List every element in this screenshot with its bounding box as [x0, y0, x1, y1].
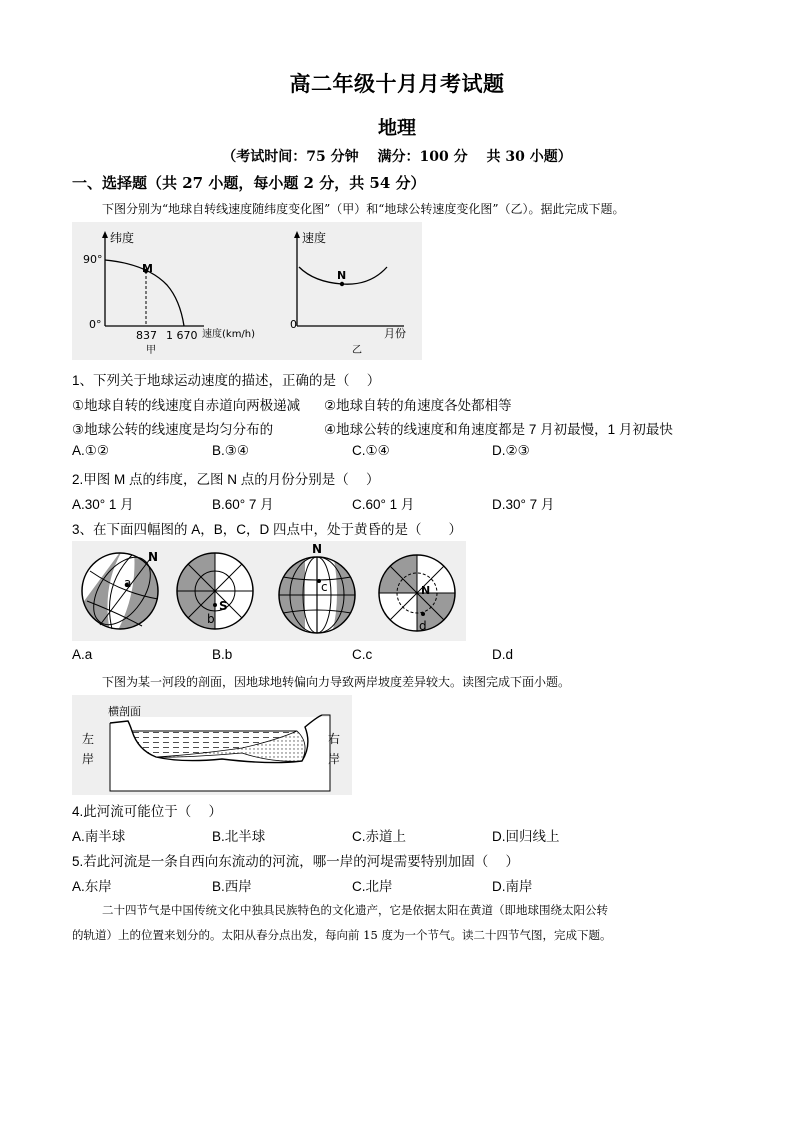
q3-option-a[interactable]: A.a	[72, 647, 93, 662]
figure-river-cross-section	[72, 695, 352, 795]
subject-title: 地理	[377, 117, 416, 139]
globe1-point-a: a	[124, 576, 132, 590]
q2-option-a[interactable]: A.30° 1 月	[72, 497, 134, 512]
jia-xlabel: 速度(km/h)	[202, 329, 256, 340]
jia-tick-90: 90°	[83, 253, 103, 266]
q1-options	[72, 443, 732, 463]
left-bank-label-1: 左	[82, 732, 95, 746]
yi-tick-0: 0	[290, 318, 297, 331]
question-2-stem: 2.甲图 M 点的纬度，乙图 N 点的月份分别是（ ）	[72, 472, 380, 487]
globe4-north-label: N	[421, 584, 431, 597]
jia-tick-837: 837	[136, 329, 157, 342]
q3-option-c[interactable]: C.c	[352, 647, 373, 662]
q3-options	[72, 647, 732, 667]
q4-options	[72, 825, 732, 845]
exam-title: 高二年级十月月考试题	[289, 71, 505, 96]
jia-caption: 甲	[146, 345, 156, 356]
yi-caption: 乙	[352, 345, 362, 356]
cross-section-title: 横剖面	[108, 705, 141, 718]
q4-option-b[interactable]: B.北半球	[212, 829, 266, 844]
jia-ylabel: 纬度	[110, 231, 135, 245]
exam-info: （考试时间：75 分钟 满分：100 分 共 30 小题）	[222, 149, 572, 165]
figure-rotation-revolution-speed	[72, 222, 422, 360]
yi-point-n: N	[337, 269, 347, 282]
right-bank-label-2: 岸	[328, 752, 341, 766]
globe1-north-label: N	[148, 550, 159, 564]
yi-xlabel: 月份	[384, 327, 406, 340]
globe4-point-d: d	[419, 619, 427, 633]
q1-statement-1: ①地球自转的线速度自赤道向两极递减	[72, 398, 301, 413]
right-bank-label-1: 右	[328, 732, 341, 746]
q1-option-a[interactable]: A.①②	[72, 443, 109, 458]
globe3-point-c: c	[321, 580, 328, 594]
yi-ylabel: 速度	[302, 231, 327, 245]
q5-options	[72, 875, 732, 895]
question-1-stem: 1、下列关于地球运动速度的描述，正确的是（ ）	[72, 373, 381, 388]
question-5-stem: 5.若此河流是一条自西向东流动的河流，哪一岸的河堤需要特别加固（ ）	[72, 854, 520, 869]
q5-option-b[interactable]: B.西岸	[212, 879, 252, 894]
q3-option-b[interactable]: B.b	[212, 647, 233, 662]
q1-option-c[interactable]: C.①④	[352, 443, 390, 458]
intro-text-3-line-1: 二十四节气是中国传统文化中独具民族特色的文化遗产，它是依据太阳在黄道（即地球围绕太阳公转	[102, 903, 608, 917]
q1-statement-2: ②地球自转的角速度各处都相等	[324, 398, 512, 413]
q2-options	[72, 493, 732, 513]
q1-option-d[interactable]: D.②③	[492, 443, 530, 458]
globe2-south-label: S	[219, 599, 228, 613]
question-4-stem: 4.此河流可能位于（ ）	[72, 804, 223, 819]
q5-option-c[interactable]: C.北岸	[352, 879, 393, 894]
q4-option-d[interactable]: D.回归线上	[492, 829, 560, 844]
q4-option-a[interactable]: A.南半球	[72, 829, 126, 844]
intro-text-3-line-2: 的轨道）上的位置来划分的。太阳从春分点出发，每向前 15 度为一个节气。读二十四节气图，完成下题。	[72, 928, 612, 942]
globe2-point-b: b	[207, 612, 215, 626]
q1-statement-3: ③地球公转的线速度是均匀分布的	[72, 422, 274, 437]
q5-option-d[interactable]: D.南岸	[492, 879, 533, 894]
q2-option-b[interactable]: B.60° 7 月	[212, 497, 274, 512]
q1-statement-4: ④地球公转的线速度和角速度都是 7 月初最慢，1 月初最快	[324, 422, 673, 437]
section-heading: 一、选择题（共 27 小题，每小题 2 分，共 54 分）	[72, 174, 426, 192]
intro-text-2: 下图为某一河段的剖面，因地球地转偏向力导致两岸坡度差异较大。读图完成下面小题。	[102, 675, 571, 689]
jia-point-m: M	[142, 262, 153, 275]
intro-text-1: 下图分别为“地球自转线速度随纬度变化图”（甲）和“地球公转速度变化图”（乙）。据此完成下题。	[102, 202, 625, 216]
globe3-north-label: N	[312, 542, 323, 556]
left-bank-label-2: 岸	[82, 752, 95, 766]
q2-option-d[interactable]: D.30° 7 月	[492, 497, 555, 512]
q3-option-d[interactable]: D.d	[492, 647, 514, 662]
question-3-stem: 3、在下面四幅图的 A，B，C，D 四点中，处于黄昏的是（ ）	[72, 522, 463, 537]
q5-option-a[interactable]: A.东岸	[72, 879, 112, 894]
jia-tick-0: 0°	[89, 318, 102, 331]
q2-option-c[interactable]: C.60° 1 月	[352, 497, 415, 512]
figure-four-globes	[72, 541, 466, 641]
q4-option-c[interactable]: C.赤道上	[352, 829, 406, 844]
q1-option-b[interactable]: B.③④	[212, 443, 249, 458]
jia-tick-1670: 1 670	[166, 329, 198, 342]
